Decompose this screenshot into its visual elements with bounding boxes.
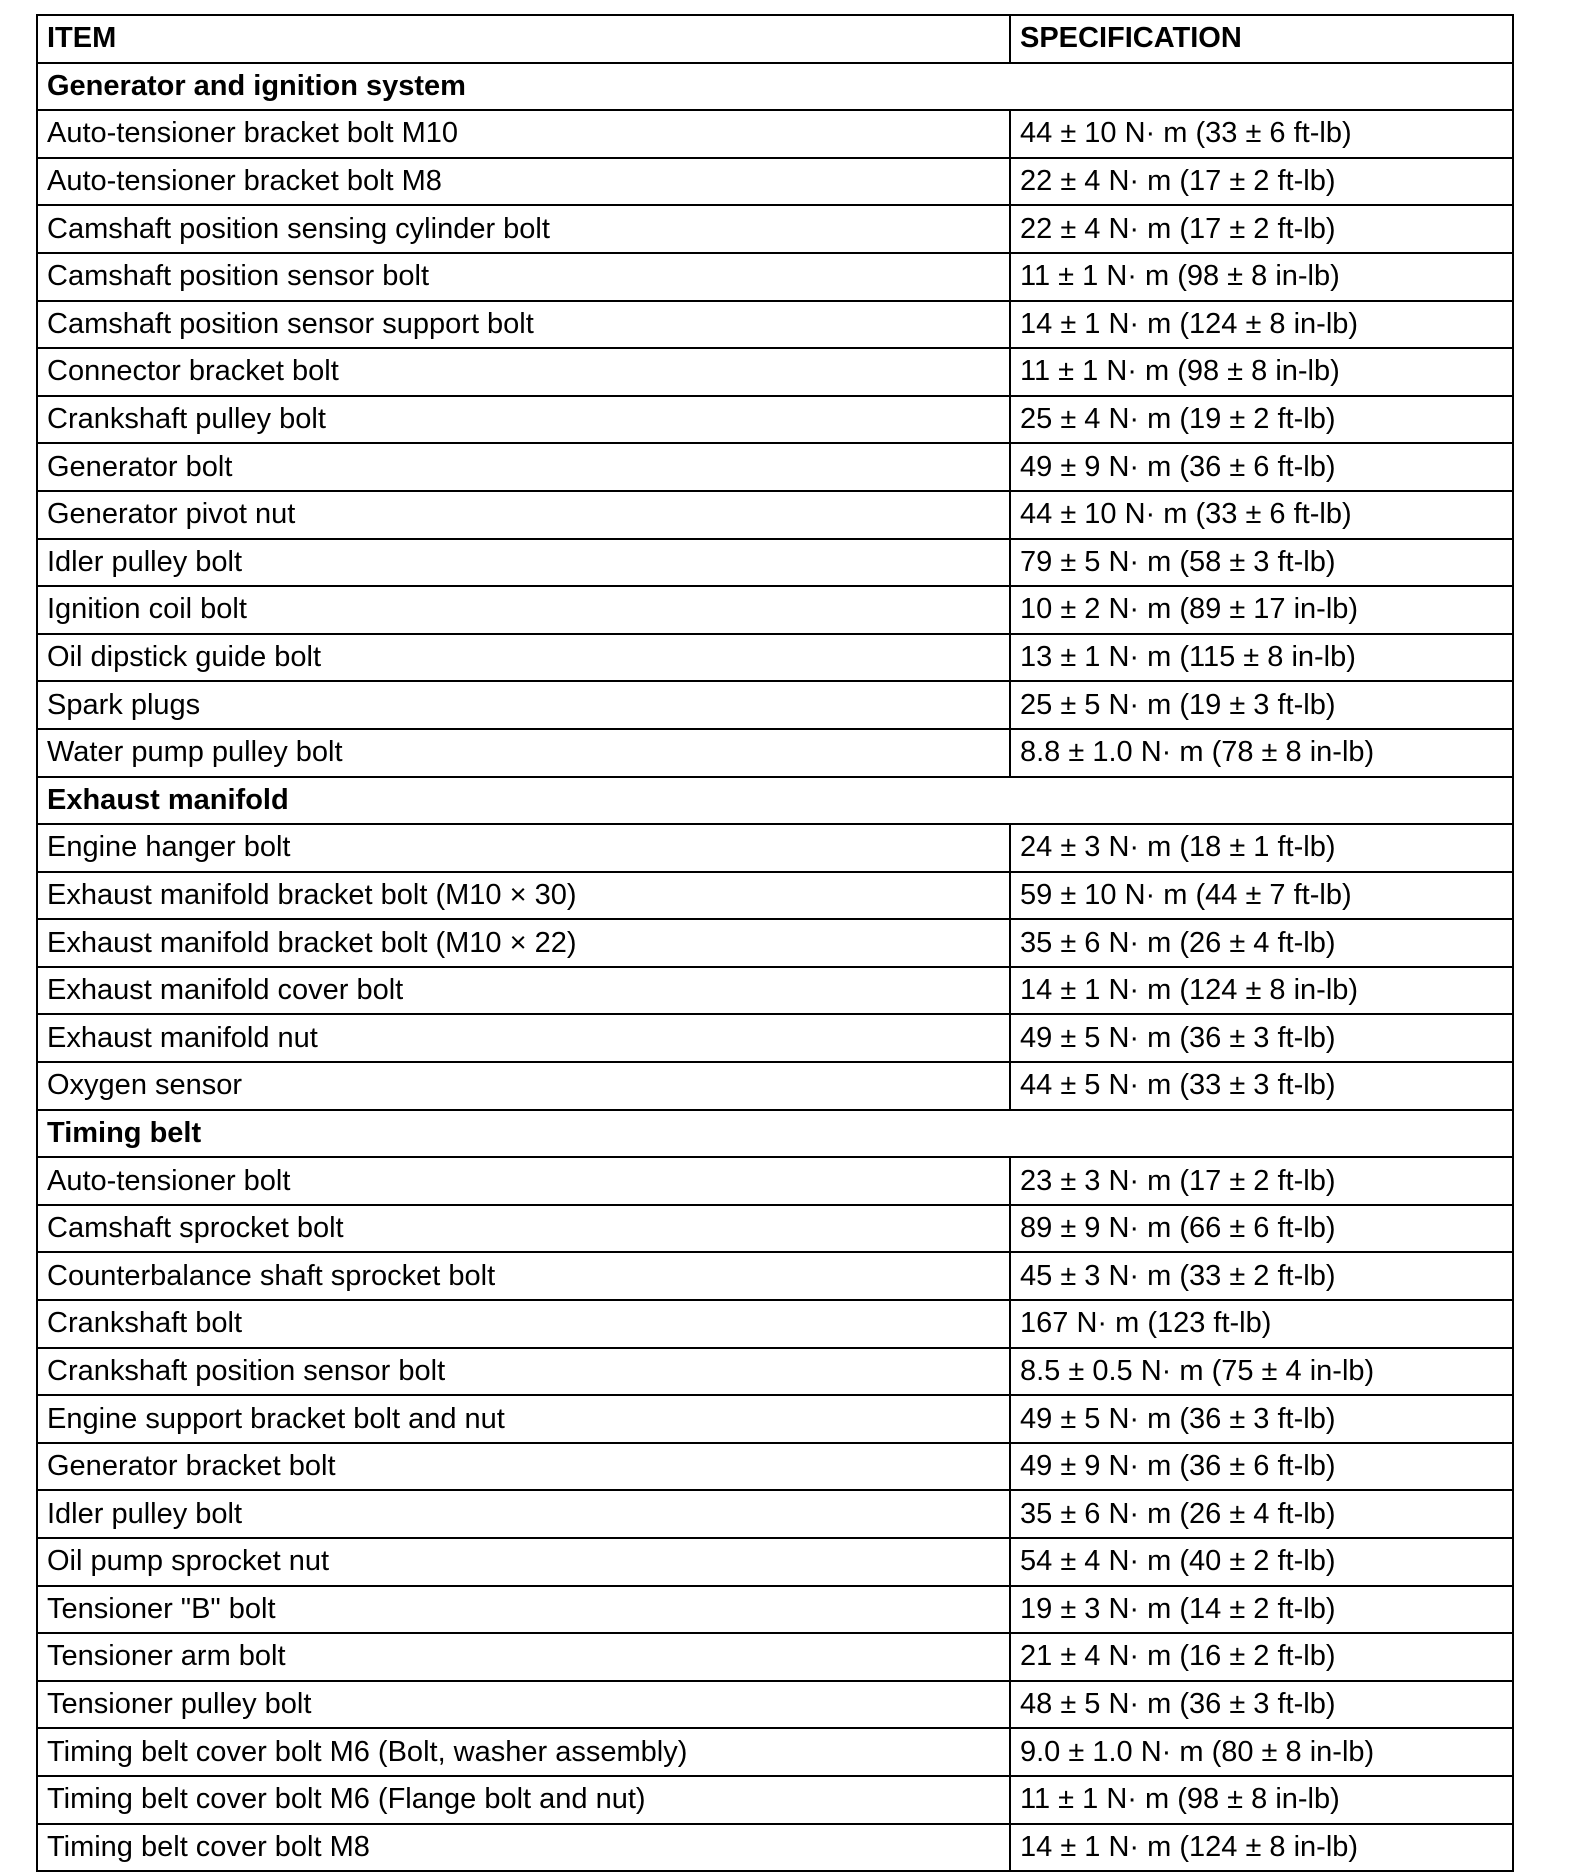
specification-cell: 24 ± 3 N· m (18 ± 1 ft-lb) xyxy=(1010,824,1513,872)
specification-cell: 14 ± 1 N· m (124 ± 8 in-lb) xyxy=(1010,967,1513,1015)
item-cell: Water pump pulley bolt xyxy=(37,729,1010,777)
specification-cell: 44 ± 5 N· m (33 ± 3 ft-lb) xyxy=(1010,1062,1513,1110)
header-specification: SPECIFICATION xyxy=(1010,15,1513,63)
item-cell: Exhaust manifold cover bolt xyxy=(37,967,1010,1015)
specification-cell: 25 ± 5 N· m (19 ± 3 ft-lb) xyxy=(1010,681,1513,729)
item-cell: Camshaft position sensor bolt xyxy=(37,253,1010,301)
table-row xyxy=(37,205,1513,253)
section-title: Generator and ignition system xyxy=(37,63,1513,111)
specification-cell: 44 ± 10 N· m (33 ± 6 ft-lb) xyxy=(1010,110,1513,158)
item-cell: Spark plugs xyxy=(37,681,1010,729)
specification-cell: 49 ± 9 N· m (36 ± 6 ft-lb) xyxy=(1010,443,1513,491)
specification-cell: 89 ± 9 N· m (66 ± 6 ft-lb) xyxy=(1010,1205,1513,1253)
item-cell: Exhaust manifold bracket bolt (M10 × 30) xyxy=(37,872,1010,920)
table-row xyxy=(37,1205,1513,1253)
item-cell: Crankshaft position sensor bolt xyxy=(37,1348,1010,1396)
specification-cell: 9.0 ± 1.0 N· m (80 ± 8 in-lb) xyxy=(1010,1728,1513,1776)
specification-cell: 21 ± 4 N· m (16 ± 2 ft-lb) xyxy=(1010,1633,1513,1681)
table-row xyxy=(37,1633,1513,1681)
item-cell: Generator pivot nut xyxy=(37,491,1010,539)
table-row xyxy=(37,1776,1513,1824)
item-cell: Idler pulley bolt xyxy=(37,539,1010,587)
item-cell: Exhaust manifold bracket bolt (M10 × 22) xyxy=(37,919,1010,967)
item-cell: Camshaft position sensor support bolt xyxy=(37,301,1010,349)
table-row xyxy=(37,1252,1513,1300)
item-cell: Timing belt cover bolt M8 xyxy=(37,1824,1010,1872)
table-row xyxy=(37,1681,1513,1729)
table-row xyxy=(37,539,1513,587)
table-row xyxy=(37,110,1513,158)
item-cell: Ignition coil bolt xyxy=(37,586,1010,634)
item-cell: Engine support bracket bolt and nut xyxy=(37,1395,1010,1443)
table-row xyxy=(37,1728,1513,1776)
item-cell: Auto-tensioner bracket bolt M8 xyxy=(37,158,1010,206)
item-cell: Oxygen sensor xyxy=(37,1062,1010,1110)
item-cell: Auto-tensioner bracket bolt M10 xyxy=(37,110,1010,158)
table-row xyxy=(37,1062,1513,1110)
section-title: Timing belt xyxy=(37,1110,1513,1158)
table-row xyxy=(37,1490,1513,1538)
table-row xyxy=(37,301,1513,349)
item-cell: Generator bracket bolt xyxy=(37,1443,1010,1491)
item-cell: Tensioner pulley bolt xyxy=(37,1681,1010,1729)
specification-cell: 59 ± 10 N· m (44 ± 7 ft-lb) xyxy=(1010,872,1513,920)
specification-cell: 10 ± 2 N· m (89 ± 17 in-lb) xyxy=(1010,586,1513,634)
specification-cell: 11 ± 1 N· m (98 ± 8 in-lb) xyxy=(1010,1776,1513,1824)
table-row xyxy=(37,919,1513,967)
table-row xyxy=(37,824,1513,872)
specification-cell: 35 ± 6 N· m (26 ± 4 ft-lb) xyxy=(1010,919,1513,967)
specification-cell: 14 ± 1 N· m (124 ± 8 in-lb) xyxy=(1010,1824,1513,1872)
specification-cell: 22 ± 4 N· m (17 ± 2 ft-lb) xyxy=(1010,205,1513,253)
table-row xyxy=(37,443,1513,491)
table-row xyxy=(37,1157,1513,1205)
table-row xyxy=(37,1824,1513,1872)
item-cell: Oil dipstick guide bolt xyxy=(37,634,1010,682)
table-row xyxy=(37,1586,1513,1634)
table-row xyxy=(37,1014,1513,1062)
torque-spec-table xyxy=(36,14,1514,1872)
item-cell: Engine hanger bolt xyxy=(37,824,1010,872)
specification-cell: 14 ± 1 N· m (124 ± 8 in-lb) xyxy=(1010,301,1513,349)
table-row xyxy=(37,729,1513,777)
item-cell: Camshaft sprocket bolt xyxy=(37,1205,1010,1253)
table-row xyxy=(37,586,1513,634)
specification-cell: 79 ± 5 N· m (58 ± 3 ft-lb) xyxy=(1010,539,1513,587)
specification-cell: 23 ± 3 N· m (17 ± 2 ft-lb) xyxy=(1010,1157,1513,1205)
section-row xyxy=(37,777,1513,825)
table-row xyxy=(37,1538,1513,1586)
item-cell: Crankshaft bolt xyxy=(37,1300,1010,1348)
table-row xyxy=(37,348,1513,396)
item-cell: Timing belt cover bolt M6 (Flange bolt and nut) xyxy=(37,1776,1010,1824)
section-row xyxy=(37,1110,1513,1158)
item-cell: Timing belt cover bolt M6 (Bolt, washer assembly) xyxy=(37,1728,1010,1776)
table-row xyxy=(37,1395,1513,1443)
specification-cell: 11 ± 1 N· m (98 ± 8 in-lb) xyxy=(1010,348,1513,396)
item-cell: Tensioner "B" bolt xyxy=(37,1586,1010,1634)
item-cell: Crankshaft pulley bolt xyxy=(37,396,1010,444)
table-row xyxy=(37,967,1513,1015)
item-cell: Connector bracket bolt xyxy=(37,348,1010,396)
specification-cell: 49 ± 5 N· m (36 ± 3 ft-lb) xyxy=(1010,1395,1513,1443)
section-row xyxy=(37,63,1513,111)
specification-cell: 45 ± 3 N· m (33 ± 2 ft-lb) xyxy=(1010,1252,1513,1300)
specification-cell: 19 ± 3 N· m (14 ± 2 ft-lb) xyxy=(1010,1586,1513,1634)
item-cell: Generator bolt xyxy=(37,443,1010,491)
table-row xyxy=(37,1300,1513,1348)
table-row xyxy=(37,872,1513,920)
item-cell: Oil pump sprocket nut xyxy=(37,1538,1010,1586)
table-row xyxy=(37,253,1513,301)
table-row xyxy=(37,491,1513,539)
item-cell: Counterbalance shaft sprocket bolt xyxy=(37,1252,1010,1300)
specification-cell: 48 ± 5 N· m (36 ± 3 ft-lb) xyxy=(1010,1681,1513,1729)
table-row xyxy=(37,634,1513,682)
specification-cell: 44 ± 10 N· m (33 ± 6 ft-lb) xyxy=(1010,491,1513,539)
item-cell: Camshaft position sensing cylinder bolt xyxy=(37,205,1010,253)
table-row xyxy=(37,158,1513,206)
table-row xyxy=(37,1443,1513,1491)
specification-cell: 49 ± 5 N· m (36 ± 3 ft-lb) xyxy=(1010,1014,1513,1062)
specification-cell: 25 ± 4 N· m (19 ± 2 ft-lb) xyxy=(1010,396,1513,444)
table-body xyxy=(37,63,1513,1872)
specification-cell: 49 ± 9 N· m (36 ± 6 ft-lb) xyxy=(1010,1443,1513,1491)
specification-cell: 167 N· m (123 ft-lb) xyxy=(1010,1300,1513,1348)
header-item: ITEM xyxy=(37,15,1010,63)
specification-cell: 13 ± 1 N· m (115 ± 8 in-lb) xyxy=(1010,634,1513,682)
table-row xyxy=(37,1348,1513,1396)
item-cell: Idler pulley bolt xyxy=(37,1490,1010,1538)
specification-cell: 54 ± 4 N· m (40 ± 2 ft-lb) xyxy=(1010,1538,1513,1586)
specification-cell: 11 ± 1 N· m (98 ± 8 in-lb) xyxy=(1010,253,1513,301)
table-row xyxy=(37,681,1513,729)
specification-cell: 35 ± 6 N· m (26 ± 4 ft-lb) xyxy=(1010,1490,1513,1538)
item-cell: Exhaust manifold nut xyxy=(37,1014,1010,1062)
section-title: Exhaust manifold xyxy=(37,777,1513,825)
header-row xyxy=(37,15,1513,63)
specification-cell: 8.8 ± 1.0 N· m (78 ± 8 in-lb) xyxy=(1010,729,1513,777)
item-cell: Auto-tensioner bolt xyxy=(37,1157,1010,1205)
specification-cell: 8.5 ± 0.5 N· m (75 ± 4 in-lb) xyxy=(1010,1348,1513,1396)
item-cell: Tensioner arm bolt xyxy=(37,1633,1010,1681)
table-row xyxy=(37,396,1513,444)
specification-cell: 22 ± 4 N· m (17 ± 2 ft-lb) xyxy=(1010,158,1513,206)
